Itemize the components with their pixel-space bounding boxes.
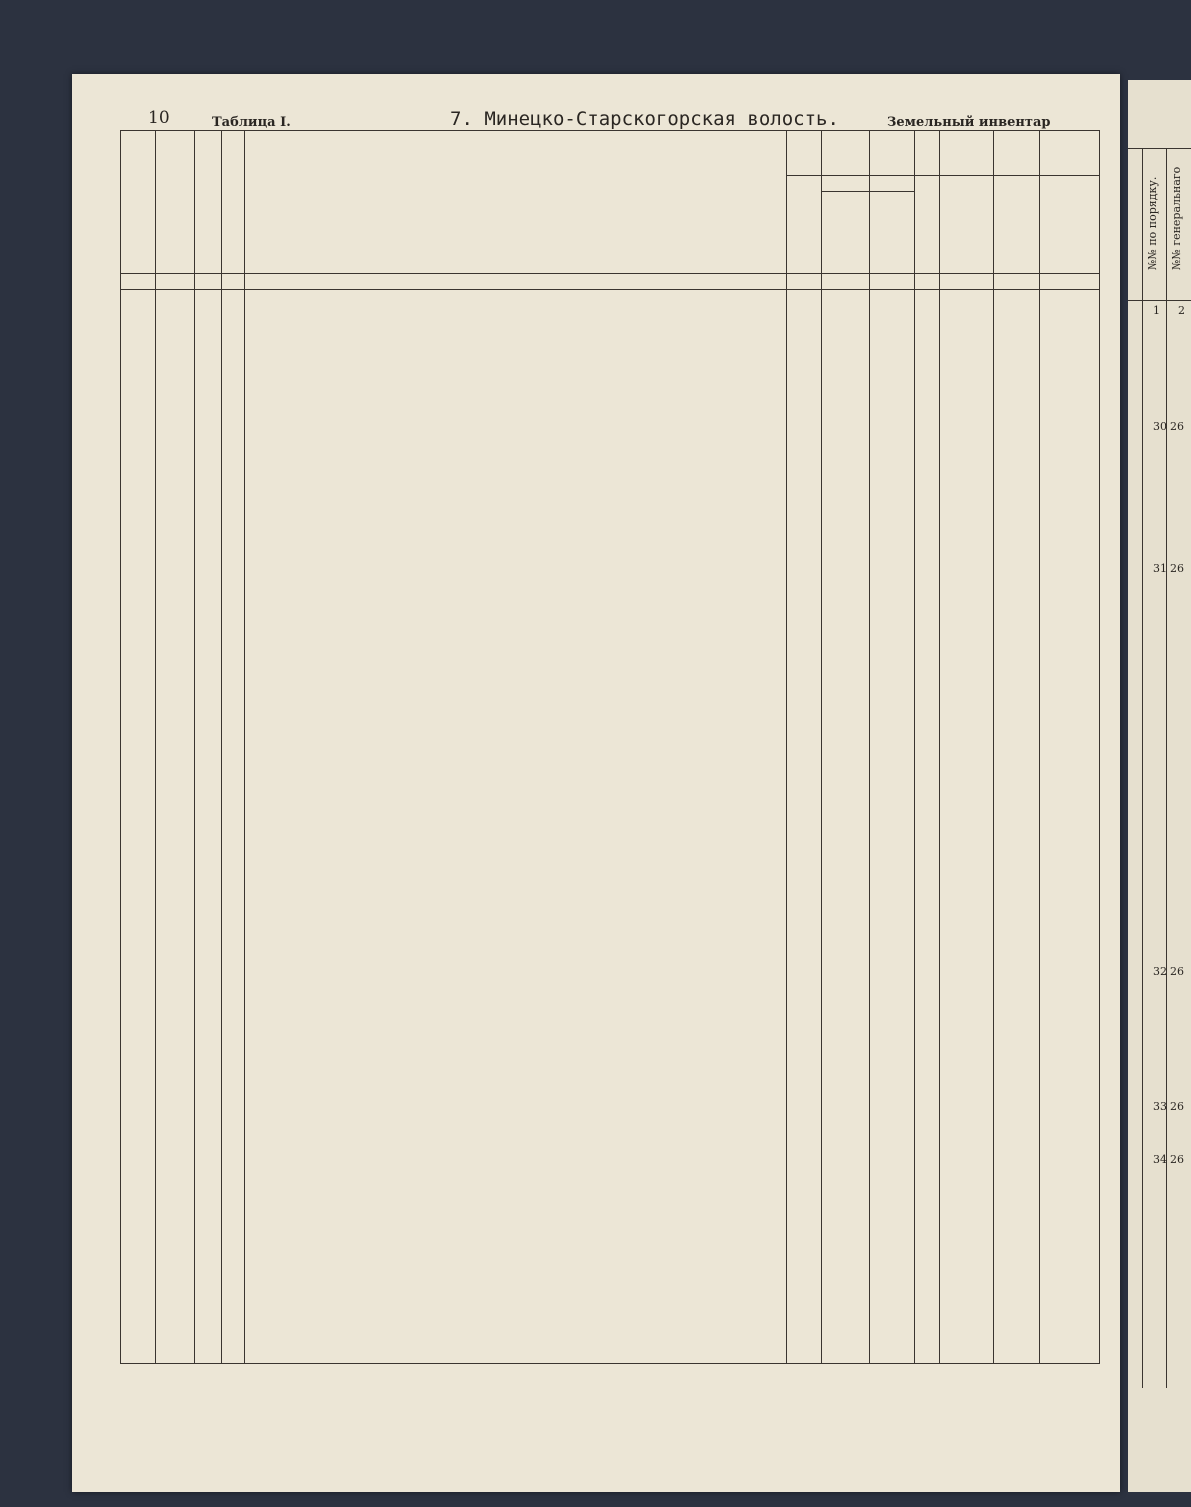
right-page-edge: [1128, 80, 1191, 1492]
header-divider: [121, 273, 1099, 274]
right-col-header: №№ генеральнаго: [1170, 166, 1183, 270]
right-row-order: 34: [1153, 1153, 1167, 1166]
inventory-table: [120, 130, 1100, 1364]
table-label: Таблица I.: [212, 115, 291, 130]
column-divider: [155, 131, 156, 1363]
right-header-label: Земельный инвентар: [887, 115, 1051, 130]
right-row-order: 32: [1153, 965, 1167, 978]
right-row-order: 33: [1153, 1100, 1167, 1113]
right-col-header: №№ по порядку.: [1146, 176, 1159, 270]
right-header-line: [1128, 300, 1191, 301]
column-divider: [194, 131, 195, 1363]
column-divider: [993, 131, 994, 1363]
right-row-general-no: 26: [1170, 562, 1184, 575]
right-row-general-no: 26: [1170, 420, 1184, 433]
header-divider: [121, 289, 1099, 290]
right-col-divider: [1142, 148, 1143, 1388]
column-divider: [939, 131, 940, 1363]
column-divider: [244, 131, 245, 1363]
column-divider: [869, 131, 870, 1363]
right-row-general-no: 26: [1170, 1153, 1184, 1166]
column-divider: [786, 131, 787, 1363]
column-divider: [821, 131, 822, 1363]
right-col-number: 2: [1178, 304, 1185, 317]
right-col-number: 1: [1153, 304, 1160, 317]
column-divider: [914, 131, 915, 1363]
right-row-order: 30: [1153, 420, 1167, 433]
right-header-line: [1128, 148, 1191, 149]
column-divider: [221, 131, 222, 1363]
right-row-general-no: 26: [1170, 965, 1184, 978]
right-row-general-no: 26: [1170, 1100, 1184, 1113]
column-divider: [1039, 131, 1040, 1363]
right-row-order: 31: [1153, 562, 1167, 575]
page-title: 7. Минецко-Старскогорская волость.: [450, 108, 839, 130]
right-col-divider: [1166, 148, 1167, 1388]
header-divider: [821, 191, 914, 192]
header-divider: [786, 175, 1099, 176]
page-number: 10: [148, 108, 170, 128]
